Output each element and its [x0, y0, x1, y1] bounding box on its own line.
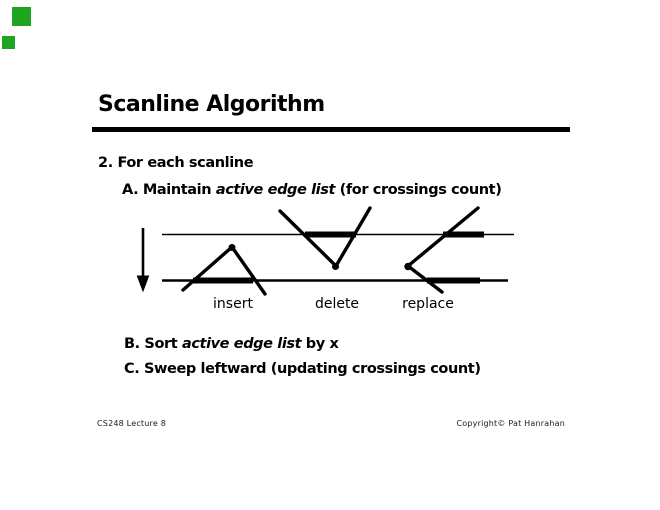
step-b-prefix: B. Sort — [124, 336, 182, 352]
footer-course-label: CS248 Lecture 8 — [97, 419, 166, 428]
step-c-line: C. Sweep leftward (updating crossings count) — [124, 361, 481, 377]
delete-vertex-dot — [333, 264, 339, 270]
step-a-suffix: (for crossings count) — [335, 182, 502, 198]
replace-vertex-dot — [405, 263, 411, 269]
step-b-emphasis: active edge list — [181, 336, 302, 352]
footer-copyright: Copyright© Pat Hanrahan — [456, 419, 565, 428]
page-title: Scanline Algorithm — [98, 92, 325, 117]
delete-example — [280, 208, 370, 270]
step-a-emphasis: active edge list — [215, 182, 336, 198]
delete-left-edge — [280, 211, 336, 266]
step-b-suffix: by x — [301, 336, 339, 352]
delete-label: delete — [314, 296, 360, 312]
insert-left-edge — [183, 247, 232, 290]
step-a-prefix: A. Maintain — [122, 182, 216, 198]
insert-vertex-dot — [229, 245, 235, 251]
insert-example — [183, 245, 265, 295]
scan-direction-arrow — [137, 228, 148, 291]
replace-label: replace — [402, 296, 454, 312]
insert-label: insert — [213, 296, 253, 312]
insert-right-edge — [232, 247, 265, 294]
step-2-line: 2. For each scanline — [98, 155, 254, 171]
